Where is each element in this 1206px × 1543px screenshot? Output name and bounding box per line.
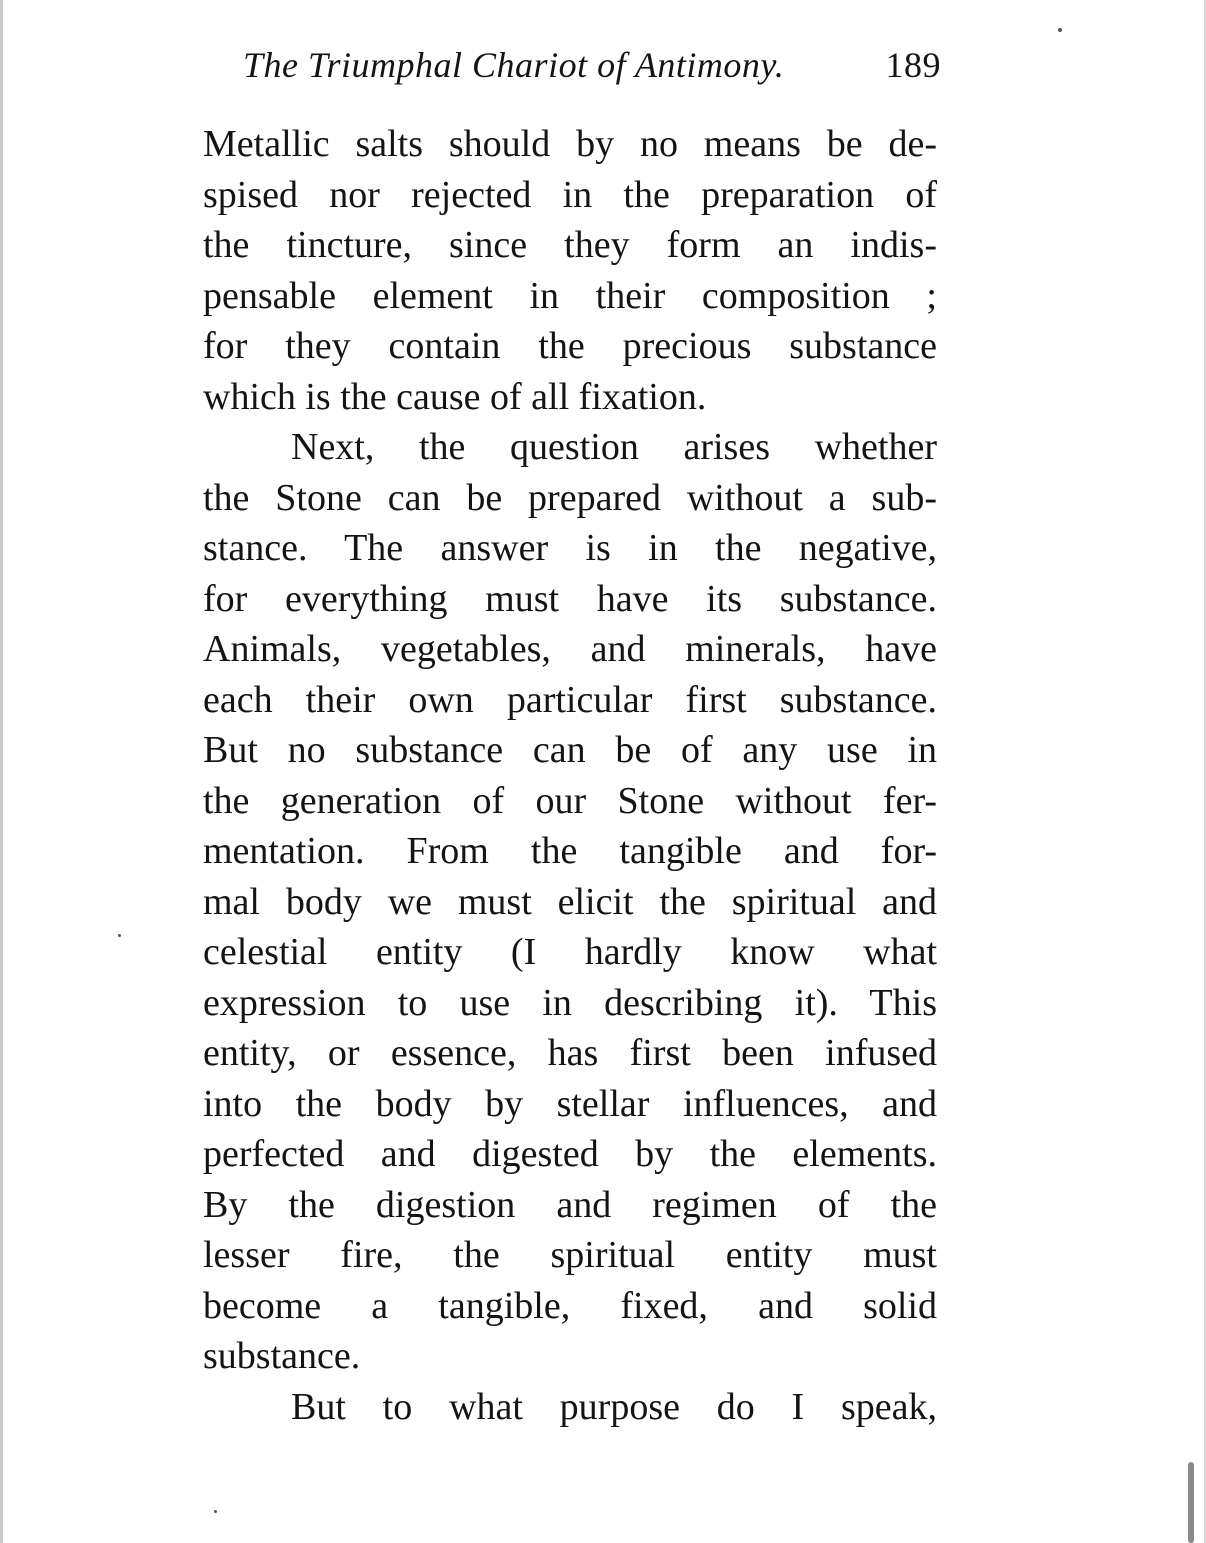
text-line: lesser fire, the spiritual entity must [203,1234,937,1276]
paragraph [203,422,937,1382]
text-line: the Stone can be prepared without a sub- [203,476,937,519]
text-line: mal body we must elicit the spiritual and [203,880,937,923]
text-line: each their own particular first substance. [203,678,937,721]
text-line: into the body by stellar influences, and [203,1082,937,1125]
scan-speck [118,934,121,937]
text-line: By the digestion and regimen of the [203,1183,937,1226]
paragraph [203,119,937,422]
page-number: 189 [885,45,941,85]
text-line: perfected and digested by the elements. [203,1133,937,1175]
text-line: for they contain the precious substance [203,325,937,367]
text-line: mentation. From the tangible and for- [203,830,937,872]
page-body-text [203,119,937,1432]
scrollbar-thumb[interactable] [1188,1462,1194,1543]
text-line: the generation of our Stone without fer- [203,779,937,822]
scan-speck [1058,28,1062,32]
text-line: But no substance can be of any use in [203,729,937,771]
text-line: substance. [203,1335,361,1377]
text-line: spised nor rejected in the preparation of [203,173,937,216]
text-line: the tincture, since they form an indis- [203,224,937,266]
text-line: for everything must have its substance. [203,577,937,620]
text-line: celestial entity (I hardly know what [203,931,937,973]
scan-speck [214,1510,217,1513]
running-head [243,44,941,96]
text-line: pensable element in their composition ; [203,274,937,317]
paragraph [203,1382,937,1433]
text-line: entity, or essence, has first been infused [203,1032,937,1074]
text-line: Metallic salts should by no means be de- [203,123,937,165]
text-line: stance. The answer is in the negative, [203,527,937,569]
text-line: expression to use in describing it). This [203,981,937,1024]
text-line: which is the cause of all fixation. [203,375,707,418]
running-head-title: The Triumphal Chariot of Antimony. [243,45,785,85]
text-line: Next, the question arises whether [291,426,937,468]
text-line: become a tangible, fixed, and solid [203,1284,937,1327]
text-line: But to what purpose do I speak, [291,1385,937,1428]
page-edge-left [0,0,3,1543]
text-line: Animals, vegetables, and minerals, have [203,628,937,670]
